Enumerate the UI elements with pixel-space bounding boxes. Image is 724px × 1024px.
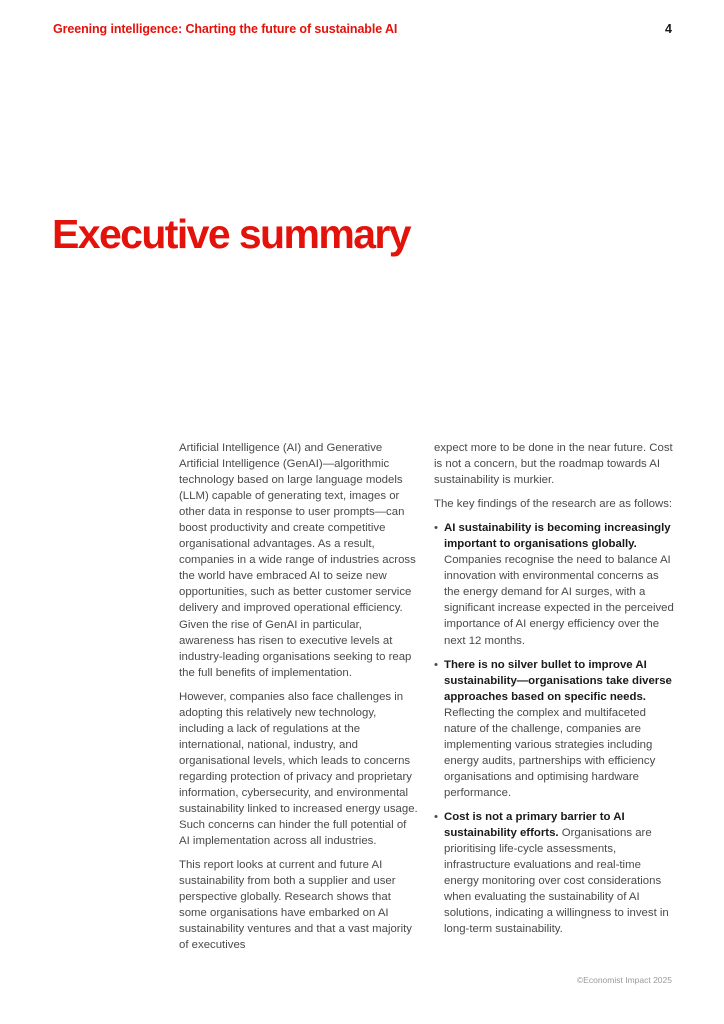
paragraph-intro: Artificial Intelligence (AI) and Generative Artificial Intelligence (GenAI)—algorithmic technology based on large language models (LLM) capable of generating text, images or other data in response to user prompts—can boost productivity and create competitive organisational advantages. As a result, companies in a wide range of industries across the world have embraced AI to seize new opportunities, such as better customer service delivery and improved operational efficiency. Given the rise of GenAI in particular, awareness has risen to executive levels at industry-leading organisations seeking to reap the full benefits of implementation. bbox=[179, 442, 416, 679]
bullet-icon: • bbox=[434, 522, 438, 535]
paragraph-report-scope: This report looks at current and future AI sustainability from both a supplier and user perspective globally. Research shows that some organisations have embarked on AI sustainability ventures and that a vast majority of executives bbox=[179, 859, 412, 952]
finding-text: Companies recognise the need to balance AI innovation with environmental concerns as the energy demand for AI surges, with a significant increase expected in the perceived importance of AI energy efficiency over the next 12 months. bbox=[444, 554, 674, 647]
finding-heading: Cost is not a primary barrier to AI sustainability efforts. bbox=[444, 810, 625, 840]
finding-text: Reflecting the complex and multifaceted nature of the challenge, companies are implementing various strategies including energy audits, partnerships with efficiency organisations and optimising hardware performance. bbox=[444, 706, 656, 799]
findings-list bbox=[434, 520, 674, 937]
paragraph-continuation: expect more to be done in the near future. Cost is not a concern, but the roadmap towards AI sustainability is murkier. bbox=[434, 442, 673, 487]
page-number: 4 bbox=[665, 22, 672, 36]
finding-heading: There is no silver bullet to improve AI sustainability—organisations take diverse approaches based on specific needs. bbox=[444, 658, 672, 703]
bullet-icon: • bbox=[434, 658, 438, 671]
finding-item bbox=[434, 809, 674, 937]
running-header: Greening intelligence: Charting the future of sustainable AI bbox=[53, 22, 398, 36]
left-column bbox=[179, 440, 419, 961]
page-title: Executive summary bbox=[52, 211, 410, 257]
findings-intro: The key findings of the research are as follows: bbox=[434, 498, 673, 511]
finding-item bbox=[434, 520, 674, 648]
right-column bbox=[434, 440, 674, 945]
bullet-icon: • bbox=[434, 810, 438, 823]
paragraph-challenges: However, companies also face challenges in adopting this relatively new technology, including a lack of regulations at the international, national, industry, and organisational levels, which leads to concerns regarding protection of privacy and proprietary information, cybersecurity, and environmental sustainability linked to increased energy usage. Such concerns can hinder the full potential of AI implementation across all industries. bbox=[179, 690, 418, 848]
finding-item bbox=[434, 657, 674, 801]
copyright-footer: ©Economist Impact 2025 bbox=[576, 975, 672, 985]
finding-heading: AI sustainability is becoming increasingly important to organisations globally. bbox=[444, 522, 671, 551]
finding-text: Organisations are prioritising life-cycle assessments, infrastructure evaluations and real-time energy monitoring over cost considerations when evaluating the sustainability of AI solutions, indicating a willingness to invest in long-term sustainability. bbox=[444, 827, 669, 936]
